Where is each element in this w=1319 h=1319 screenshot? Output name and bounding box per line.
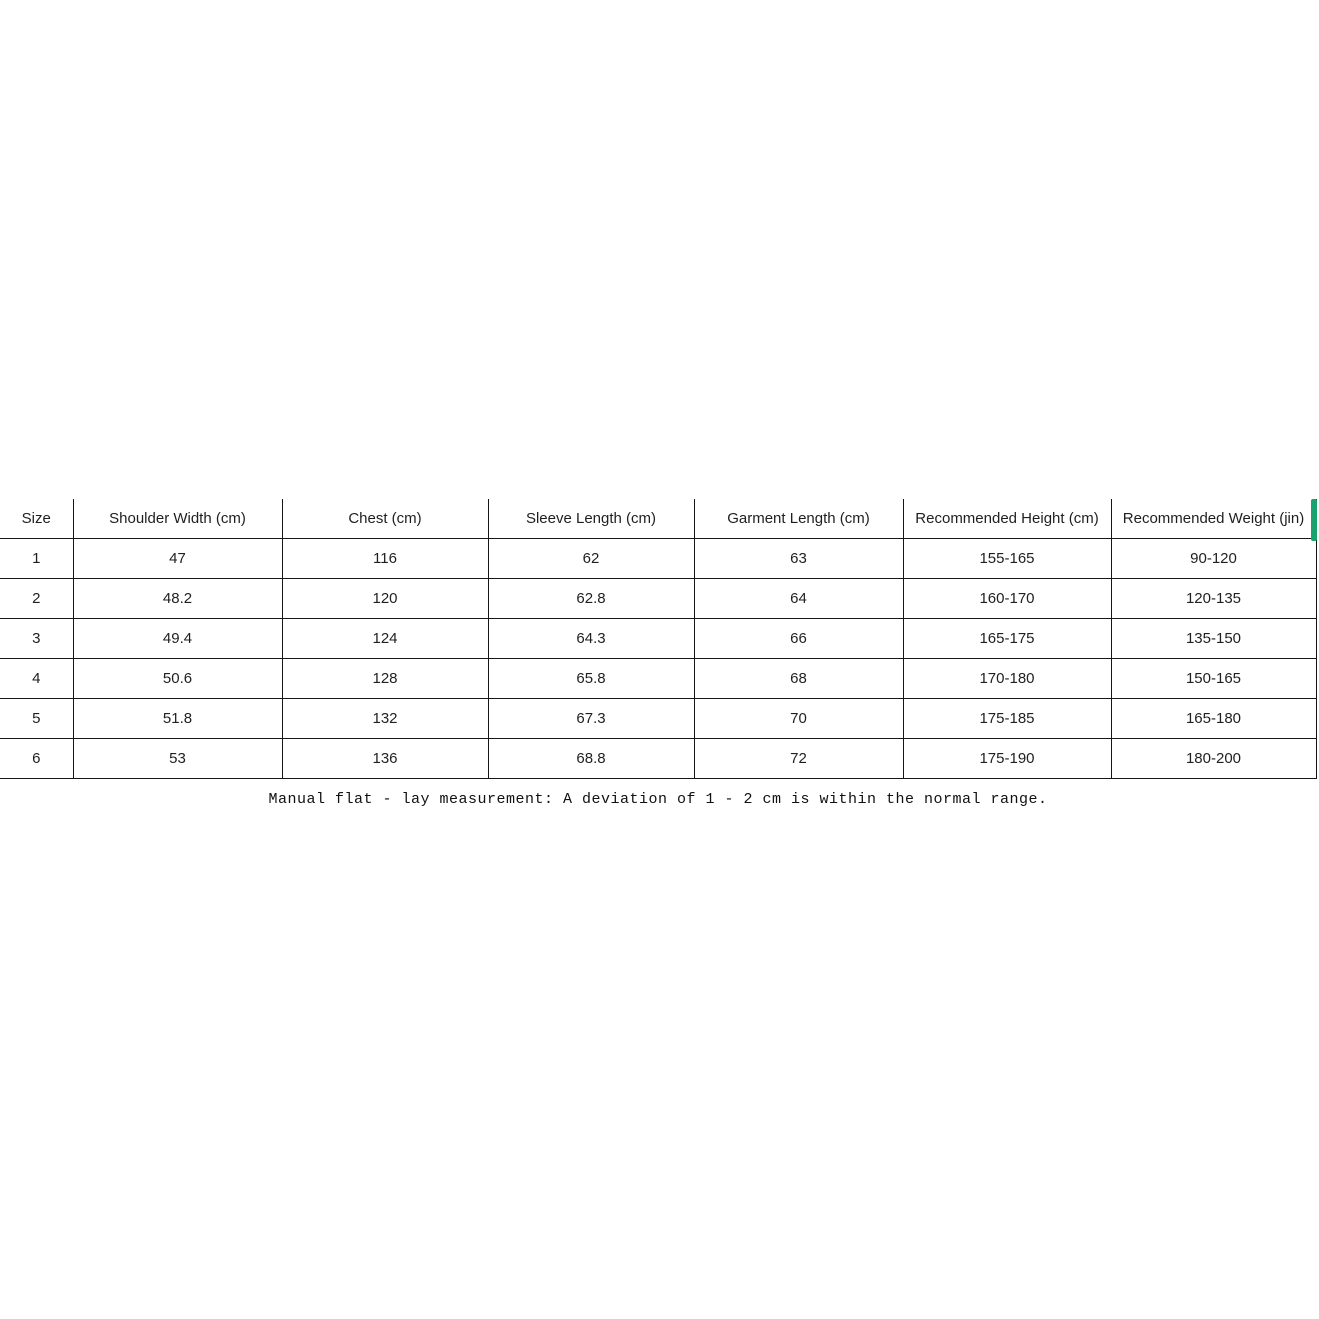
table-cell: 128 — [282, 659, 488, 699]
table-cell: 136 — [282, 739, 488, 779]
table-row — [0, 619, 1316, 659]
table-cell: 132 — [282, 699, 488, 739]
table-cell: 65.8 — [488, 659, 694, 699]
table-cell: 150-165 — [1111, 659, 1316, 699]
table-cell: 124 — [282, 619, 488, 659]
table-cell: 180-200 — [1111, 739, 1316, 779]
table-row — [0, 579, 1316, 619]
table-cell: 2 — [0, 579, 73, 619]
table-cell: 51.8 — [73, 699, 282, 739]
column-header: Size — [0, 499, 73, 539]
column-header: Shoulder Width (cm) — [73, 499, 282, 539]
table-cell: 175-185 — [903, 699, 1111, 739]
column-header: Garment Length (cm) — [694, 499, 903, 539]
table-row — [0, 739, 1316, 779]
measurement-note: Manual flat - lay measurement: A deviation of 1 - 2 cm is within the normal range. — [268, 791, 1048, 808]
size-table-header — [0, 499, 1316, 539]
table-cell: 68 — [694, 659, 903, 699]
table-cell: 66 — [694, 619, 903, 659]
table-cell: 90-120 — [1111, 539, 1316, 579]
header-row — [0, 499, 1316, 539]
table-cell: 70 — [694, 699, 903, 739]
table-cell: 170-180 — [903, 659, 1111, 699]
table-row — [0, 539, 1316, 579]
table-cell: 64.3 — [488, 619, 694, 659]
table-cell: 62.8 — [488, 579, 694, 619]
table-cell: 62 — [488, 539, 694, 579]
selection-handle[interactable] — [1311, 499, 1317, 541]
table-cell: 165-180 — [1111, 699, 1316, 739]
table-cell: 47 — [73, 539, 282, 579]
table-cell: 120 — [282, 579, 488, 619]
table-cell: 116 — [282, 539, 488, 579]
table-cell: 135-150 — [1111, 619, 1316, 659]
table-cell: 165-175 — [903, 619, 1111, 659]
column-header: Recommended Weight (jin) — [1111, 499, 1316, 539]
table-cell: 1 — [0, 539, 73, 579]
table-cell: 72 — [694, 739, 903, 779]
table-cell: 48.2 — [73, 579, 282, 619]
column-header: Sleeve Length (cm) — [488, 499, 694, 539]
table-cell: 175-190 — [903, 739, 1111, 779]
table-cell: 49.4 — [73, 619, 282, 659]
table-cell: 160-170 — [903, 579, 1111, 619]
table-cell: 50.6 — [73, 659, 282, 699]
table-row — [0, 699, 1316, 739]
table-cell: 4 — [0, 659, 73, 699]
table-cell: 67.3 — [488, 699, 694, 739]
table-cell: 5 — [0, 699, 73, 739]
size-table-body — [0, 539, 1316, 779]
size-table — [0, 499, 1317, 779]
table-cell: 3 — [0, 619, 73, 659]
table-cell: 120-135 — [1111, 579, 1316, 619]
table-cell: 63 — [694, 539, 903, 579]
table-cell: 155-165 — [903, 539, 1111, 579]
table-cell: 6 — [0, 739, 73, 779]
table-cell: 53 — [73, 739, 282, 779]
table-cell: 64 — [694, 579, 903, 619]
column-header: Chest (cm) — [282, 499, 488, 539]
column-header: Recommended Height (cm) — [903, 499, 1111, 539]
table-cell: 68.8 — [488, 739, 694, 779]
table-row — [0, 659, 1316, 699]
